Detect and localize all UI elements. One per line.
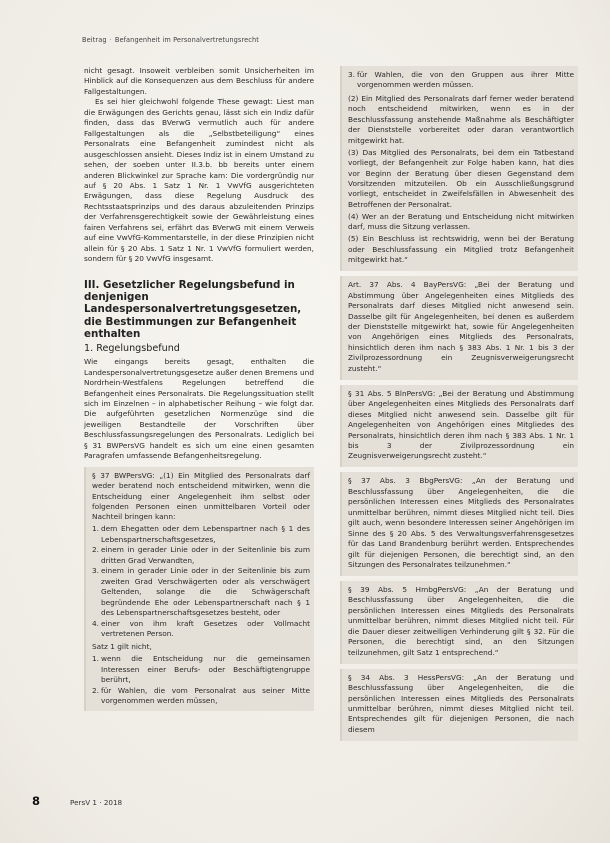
- statute-quote: § 31 Abs. 5 BlnPersVG: „Bei der Beratung und Abstimmung über Angelegenheiten eines Mitglieds des Personalrats darf dieses Mitglied nicht anwesend sein. Dasselbe gilt für Angelegenheiten von Angehörigen eines Mitgliedes des Personalrats, hinsichtlich deren ihm nach § 383 Abs. 1 Nr. 1 bis 3 der Zivilprozessordnung ein Zeugnisverweigerungsrecht zusteht.“: [348, 388, 574, 461]
- statute-quote: § 37 Abs. 3 BbgPersVG: „An der Beratung und Beschlussfassung über Angelegenheiten, die die persönlichen Interessen eines Mitglieds des Personalrates unmittelbar berühren, nimmt dieses Mitglied nicht teil. Dies gilt auch, wenn besondere Interessen seiner Angehörigen im Sinne des § 20 Abs. 5 des Verwaltungsverfahrensgesetzes für das Land Brandenburg berührt werden. Entsprechendes gilt für diejenigen Personen, die berechtigt sind, an den Sitzungen des Personalrates teilzunehmen.“: [348, 476, 574, 570]
- journal-issue: PersV 1 · 2018: [70, 798, 123, 807]
- page-number: 8: [32, 794, 41, 808]
- paragraph: nicht gesagt. Insoweit verbleiben somit Unsicherheiten im Hinblick auf die Konsequenzen aus dem Beschluss für andere Fallgestaltungen.: [84, 66, 314, 96]
- list-number: 1.: [92, 524, 100, 534]
- list-text: für Wahlen, die vom Personalrat aus seiner Mitte vorgenommen werden müssen,: [101, 685, 310, 706]
- statute-quote-box: [340, 472, 578, 576]
- list-item: [92, 619, 310, 640]
- header-title: Befangenheit im Personalvertretungsrecht: [114, 36, 259, 44]
- statute-quote-box: [340, 669, 578, 741]
- header-separator: ·: [109, 36, 112, 44]
- statute-list: [348, 70, 574, 91]
- statute-quote-box: [84, 467, 314, 711]
- paragraph: Es sei hier gleichwohl folgende These gewagt: Liest man die Erwägungen des Gerichts genau, lässt sich ein Indiz dafür finden, dass das BVerwG vermutlich auch für andere Fallgestaltungen als die „Selbstbeteiligung“ eines Personalrats eine Befangenheit zumindest nicht als ausgeschlossen ansieht. Dieses Indiz ist in einem Umstand zu sehen, der soeben unter II.3.b. bb bereits unter einem anderen Blickwinkel zur Sprache kam: Die vordergründig nur auf § 20 Abs. 1 Satz 1 Nr. 1 VwVfG ausgerichteten Erwägungen, dass diese Regelung Ausdruck des Rechtsstaatsprinzips und des daraus abzuleitenden Prinzips der Verfahrensgerechtigkeit sowie der Gewährleistung eines fairen Verfahrens sei, erfährt das BVerwG mit einem Verweis auf eine VwVfG-Kommentarstelle, in der diese Prinzipien nicht allein für § 20 Abs. 1 Satz 1 Nr. 1 VwVfG formuliert werden, sondern für § 20 VwVfG insgesamt.: [84, 97, 314, 264]
- statute-paragraph: (2) Ein Mitglied des Personalrats darf ferner weder beratend noch entscheidend mitwirken, wenn es in der Beschlussfassung anstehende Maßnahme als Beschäftigter der Dienststelle vorbereitet oder daran verantwortlich mitgewirkt hat.: [348, 93, 574, 145]
- list-number: 3.: [92, 566, 100, 576]
- list-number: 4.: [92, 618, 100, 628]
- paragraph: Wie eingangs bereits gesagt, enthalten die Landespersonalvertretungsgesetze außer denen Bremens und Nordrhein-Westfalens Regelungen betreffend die Befangenheit eines Personalrats. Die Regelungssituation stellt sich im Einzelnen – in alphabetischer Reihung – wie folgt dar. Die aufgeführten gesetzlichen Normenzüge sind die jeweiligen Bestandteile der Vorschriften über Beschlussfassungsregelungen des Personalrats. Lediglich bei § 31 BWPersVG handelt es sich um eine einen gesamten Paragrafen umfassende Befangenheitsregelung.: [84, 357, 314, 461]
- header-section: Beitrag: [82, 36, 107, 44]
- statute-quote-box: [340, 385, 578, 468]
- list-item: [92, 654, 310, 685]
- list-item: [92, 524, 310, 545]
- list-text: einer von ihm kraft Gesetzes oder Vollmacht vertretenen Person.: [101, 618, 310, 638]
- page-footer: [32, 794, 122, 808]
- list-number: 1.: [92, 654, 100, 664]
- list-text: für Wahlen, die von den Gruppen aus ihrer Mitte vorgenommen werden müssen.: [357, 70, 574, 90]
- statute-paragraph: (3) Das Mitglied des Personalrats, bei dem ein Tatbestand vorliegt, der Befangenheit zur Folge haben kann, hat dies vor Beginn der Beratung über diesen Gegenstand dem Vorsitzenden mitzuteilen. Ob ein Ausschließungsgrund vorliegt, entscheidet in Zweifelsfällen in Abwesenheit des Betroffenen der Personalrat.: [348, 147, 574, 209]
- list-text: einem in gerader Linie oder in der Seitenlinie bis zum dritten Grad Verwandten,: [101, 545, 310, 565]
- statute-clause: Satz 1 gilt nicht,: [92, 642, 152, 652]
- statute-quote: § 39 Abs. 5 HmbgPersVG: „An der Beratung und Beschlussfassung über Angelegenheiten, die die persönlichen Interessen eines Mitglieds des Personalrats unmittelbar berühren, nimmt dieses Mitglied nicht teil. Für die Dauer dieser zeitweiligen Verhinderung gilt § 32. Für die Personen, die berechtigt sind, an den Sitzungen teilzunehmen, gilt Satz 1 entsprechend.“: [348, 584, 574, 657]
- list-number: 2.: [92, 685, 100, 695]
- statute-paragraph: (5) Ein Beschluss ist rechtswidrig, wenn bei der Beratung oder Beschlussfassung ein Mitglied trotz Befangenheit mitgewirkt hat.“: [348, 234, 574, 265]
- statute-list: [92, 524, 310, 639]
- list-item: [92, 566, 310, 618]
- statute-list: [92, 654, 310, 706]
- running-header: [82, 36, 259, 44]
- list-text: wenn die Entscheidung nur die gemeinsamen Interessen einer Berufs- oder Beschäftigtengruppe berührt,: [101, 654, 310, 685]
- list-number: 2.: [92, 545, 100, 555]
- left-column: [84, 66, 314, 711]
- section-heading: III. Gesetzlicher Regelungsbefund in denjenigen Landespersonalvertretungsgesetzen, die Bestimmungen zur Befangenheit enthalten: [84, 278, 302, 341]
- statute-quote-box: [340, 581, 578, 664]
- statute-quote-box: [340, 276, 578, 380]
- list-item: [92, 686, 310, 707]
- list-item: [92, 545, 310, 566]
- list-text: dem Ehegatten oder dem Lebenspartner nach § 1 des Lebenspartnerschaftsgesetzes,: [101, 524, 310, 544]
- sub-heading: 1. Regelungsbefund: [84, 342, 180, 354]
- statute-quote-box: [340, 66, 578, 271]
- statute-quote: Art. 37 Abs. 4 BayPersVG: „Bei der Beratung und Abstimmung über Angelegenheiten eines Mitglieds des Personalrats darf dieses Mitglied nicht anwesend sein. Dasselbe gilt für Angelegenheiten, bei denen es außerdem der Dienststelle mitgewirkt hat, sowie für Angelegenheiten von Angehörigen eines Mitglieds des Personalrats, hinsichtlich deren ihm nach § 383 Abs. 1 Nr. 1 bis 3 der Zivilprozessordnung ein Zeugnisverweigerungsrecht zusteht.“: [348, 280, 574, 373]
- statute-quote: § 34 Abs. 3 HessPersVG: „An der Beratung und Beschlussfassung über Angelegenheiten, die die persönlichen Interessen eines Mitglieds des Personalrats unmittelbar berühren, nimmt dieses Mitglied nicht teil. Entsprechendes gilt für diejenigen Personen, die nach diesem: [348, 672, 574, 734]
- list-item: [348, 70, 574, 91]
- statute-intro: § 37 BWPersVG: „(1) Ein Mitglied des Personalrats darf weder beratend noch entscheidend mitwirken, wenn die Entscheidung einer Angelegenheit ihm selbst oder folgenden Personen einen unmittelbaren Vorteil oder Nachteil bringen kann:: [92, 470, 310, 522]
- statute-paragraph: (4) Wer an der Beratung und Entscheidung nicht mitwirken darf, muss die Sitzung verlassen.: [348, 211, 574, 232]
- list-number: 3.: [348, 70, 356, 79]
- list-text: einem in gerader Linie oder in der Seitenlinie bis zum zweiten Grad Verschwägerten oder als verschwägert Geltenden, solange die die Schwägerschaft begründende Ehe oder Lebenspartnerschaft nach § 1 des Lebenspartnerschaftsgesetzes besteht, oder: [101, 566, 310, 618]
- right-column: [340, 66, 578, 741]
